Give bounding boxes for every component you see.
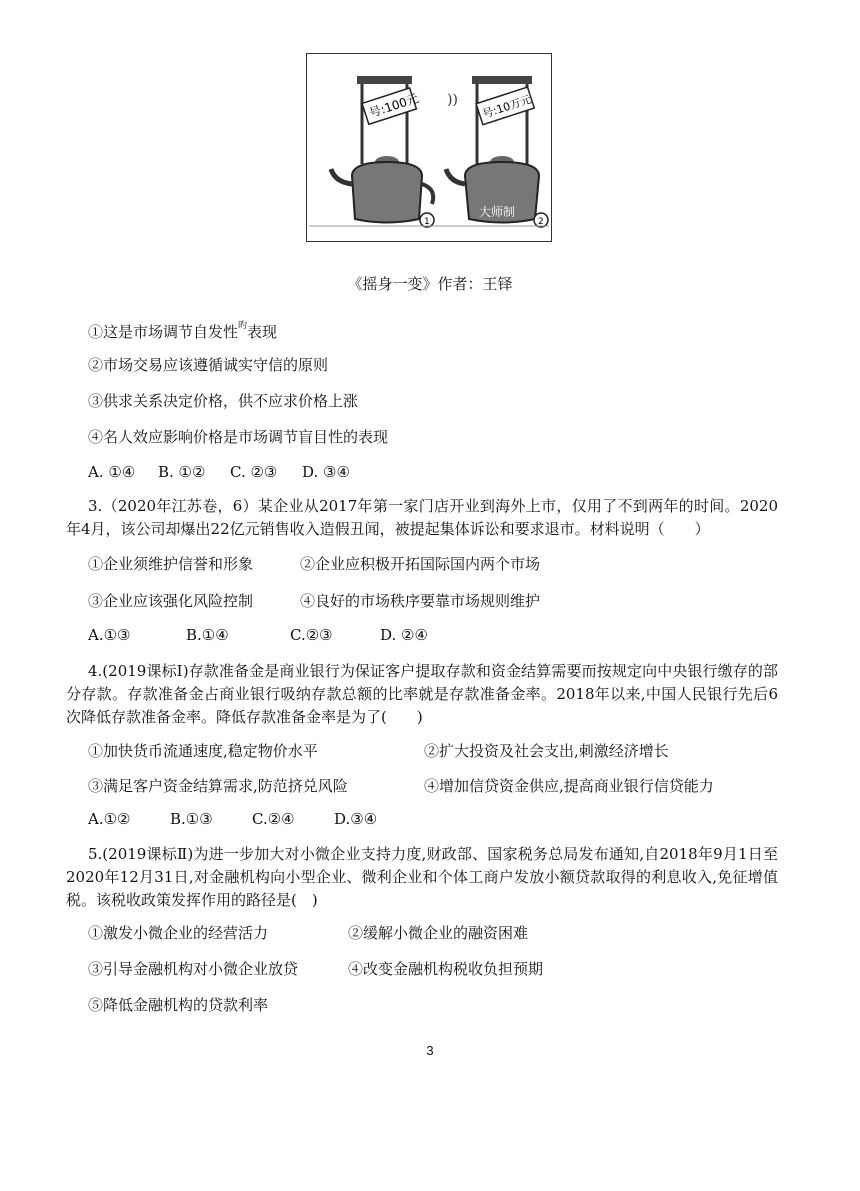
q3-option-4: ④良好的市场秩序要靠市场规则维护 bbox=[300, 592, 541, 610]
q5-stem: 5.(2019课标Ⅱ)为进一步加大对小微企业支持力度,财政部、国家税务总局发布通知,自2018年9月1日至2020年12月31日,对金融机构向小型企业、微利企业和个体工商户发放小额贷款取得的利息收入,免征增值税。该税收政策发挥作用的路径是( ) bbox=[66, 845, 778, 909]
q2-answer-d: D. ③④ bbox=[302, 463, 350, 481]
q3-answer-a: A.①③ bbox=[88, 626, 131, 644]
q2-option-2: ②市场交易应该遵循诚实守信的原则 bbox=[88, 356, 329, 374]
q3-option-3: ③企业应该强化风险控制 bbox=[88, 592, 254, 610]
q5-option-3: ③引导金融机构对小微企业放贷 bbox=[88, 960, 299, 978]
pot-label-master: 大师制 bbox=[479, 205, 516, 219]
q5-option-2: ②缓解小微企业的融资困难 bbox=[348, 924, 529, 942]
panel-number-1: 1 bbox=[424, 217, 430, 227]
q4-option-2: ②扩大投资及社会支出,刺激经济增长 bbox=[424, 742, 669, 760]
q3-option-1: ①企业须维护信誉和形象 bbox=[88, 555, 254, 573]
q4-stem: 4.(2019课标Ⅰ)存款准备金是商业银行为保证客户提取存款和资金结算需要而按规定向中央银行缴存的部分存款。存款准备金占商业银行吸纳存款总额的比率就是存款准备金率。2018年以来,中国人民银行先后6次降低存款准备金率。降低存款准备金率是为了( ) bbox=[66, 662, 778, 726]
q2-option-4: ④名人效应影响价格是市场调节盲目性的表现 bbox=[88, 428, 389, 446]
q5-option-5: ⑤降低金融机构的贷款利率 bbox=[88, 996, 269, 1014]
cartoon-illustration bbox=[306, 53, 552, 242]
q2-answer-a: A. ①④ bbox=[88, 463, 136, 481]
q4-option-3: ③满足客户资金结算需求,防范挤兑风险 bbox=[88, 777, 348, 795]
q4-answer-c: C.②④ bbox=[252, 810, 295, 828]
q3-option-2: ②企业应积极开拓国际国内两个市场 bbox=[300, 555, 541, 573]
price-tag-2: 号:10万元 bbox=[480, 92, 534, 121]
q4-option-1: ①加快货币流通速度,稳定物价水平 bbox=[88, 742, 318, 760]
page-number: 3 bbox=[426, 1043, 434, 1058]
q3-answer-d: D. ②④ bbox=[380, 626, 428, 644]
q2-option-1: ①这是市场调节自发性$^旳$表现 bbox=[88, 321, 278, 341]
svg-text:)): )) bbox=[447, 92, 458, 108]
q2-answers bbox=[88, 463, 350, 481]
q3-answers bbox=[88, 626, 428, 644]
q4-answer-b: B.①③ bbox=[170, 810, 213, 828]
q3-answer-c: C.②③ bbox=[290, 626, 333, 644]
q3-answer-b: B.①④ bbox=[186, 626, 229, 644]
teapot-cartoon-image bbox=[307, 54, 551, 241]
q4-answers bbox=[88, 810, 377, 828]
q4-answer-d: D.③④ bbox=[334, 810, 378, 828]
q4-answer-a: A.①② bbox=[88, 810, 131, 828]
q3-stem: 3.（2020年江苏卷，6）某企业从2017年第一家门店开业到海外上市，仅用了不到两年的时间。2020年4月，该公司却爆出22亿元销售收入造假丑闻，被提起集体诉讼和要求退市。材料说明（ ） bbox=[66, 497, 778, 538]
price-tag-1: 号:100元 bbox=[367, 91, 421, 121]
q2-option-3: ③供求关系决定价格，供不应求价格上涨 bbox=[88, 392, 359, 410]
q2-answer-c: C. ②③ bbox=[230, 463, 278, 481]
q4-option-4: ④增加信贷资金供应,提高商业银行信贷能力 bbox=[424, 777, 714, 795]
cartoon-caption: 《摇身一变》作者：王铎 bbox=[347, 275, 513, 293]
q2-answer-b: B. ①② bbox=[158, 463, 206, 481]
q5-option-4: ④改变金融机构税收负担预期 bbox=[348, 960, 544, 978]
q5-option-1: ①激发小微企业的经营活力 bbox=[88, 924, 269, 942]
panel-number-2: 2 bbox=[538, 217, 544, 227]
